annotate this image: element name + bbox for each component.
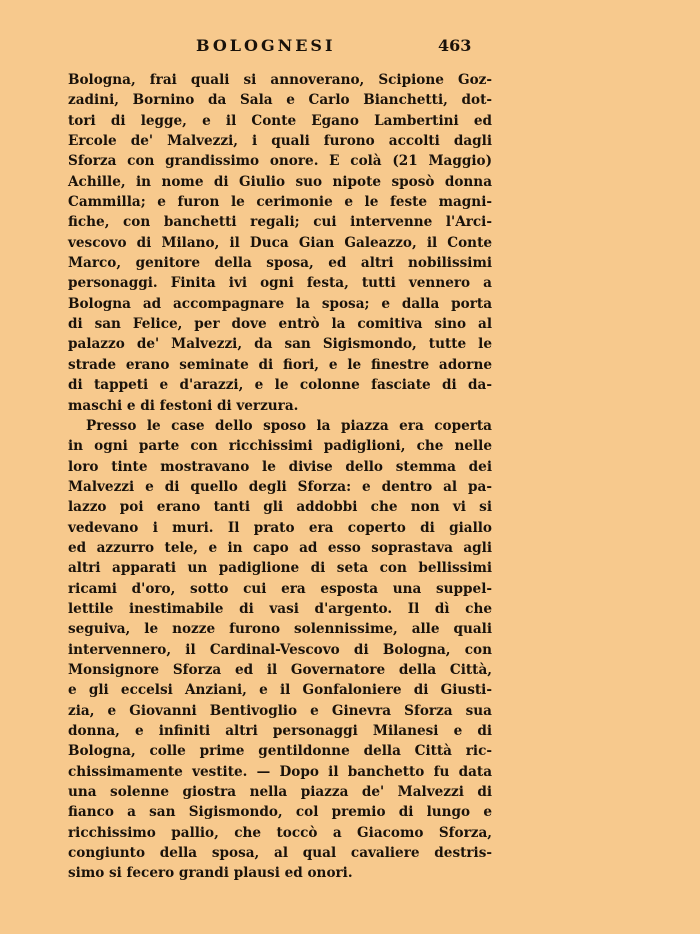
page-number: 463: [438, 36, 472, 55]
text-line: loro tinte mostravano le divise dello stemma dei: [68, 458, 492, 475]
paragraph-end-line: maschi e di festoni di verzura.: [68, 397, 299, 414]
text-line: ed azzurro tele, e in capo ad esso soprastava agli: [68, 539, 492, 556]
running-title: BOLOGNESI: [196, 36, 336, 55]
text-line: lazzo poi erano tanti gli addobbi che non vi si: [68, 499, 492, 516]
paragraph-first-line: Presso le case dello sposo la piazza era coperta: [86, 417, 492, 434]
text-line: Sforza con grandissimo onore. E colà (21 Maggio): [68, 153, 492, 170]
text-line: zadini, Bornino da Sala e Carlo Bianchetti, dot-: [68, 92, 492, 109]
text-line: Bologna, frai quali si annoverano, Scipione Goz-: [68, 72, 492, 88]
text-line: Bologna, colle prime gentildonne della Città ric-: [68, 743, 492, 760]
text-line: Bologna ad accompagnare la sposa; e dalla porta: [68, 295, 492, 312]
text-line: e gli eccelsi Anziani, e il Gonfaloniere di Giusti-: [68, 682, 492, 699]
text-line: Achille, in nome di Giulio suo nipote sposò donna: [68, 173, 492, 190]
text-line: intervennero, il Cardinal-Vescovo di Bologna, con: [68, 641, 492, 658]
body-text: [68, 70, 492, 884]
text-line: congiunto della sposa, al qual cavaliere destris-: [68, 845, 492, 862]
text-line: di san Felice, per dove entrò la comitiva sino al: [68, 316, 492, 333]
text-line: Marco, genitore della sposa, ed altri nobilissimi: [68, 255, 492, 272]
text-line: una solenne giostra nella piazza de' Malvezzi di: [68, 784, 492, 801]
text-line: fiche, con banchetti regali; cui intervenne l'Arci-: [68, 214, 492, 231]
text-line: vedevano i muri. Il prato era coperto di giallo: [68, 519, 492, 536]
text-line: vescovo di Milano, il Duca Gian Galeazzo, il Conte: [68, 234, 492, 251]
text-line: lettile inestimabile di vasi d'argento. Il dì che: [68, 600, 492, 617]
text-line: tori di legge, e il Conte Egano Lambertini ed: [68, 112, 492, 129]
text-line: Malvezzi e di quello degli Sforza: e dentro al pa-: [68, 478, 492, 495]
text-line: in ogni parte con ricchissimi padiglioni, che nelle: [68, 438, 492, 455]
text-line: chissimamente vestite. — Dopo il banchetto fu data: [68, 763, 492, 780]
text-line: ricchissimo pallio, che toccò a Giacomo Sforza,: [68, 824, 492, 841]
text-line: Monsignore Sforza ed il Governatore della Città,: [68, 661, 492, 678]
running-header: [0, 36, 700, 60]
text-line: di tappeti e d'arazzi, e le colonne fasciate di da-: [68, 377, 492, 394]
text-line: fianco a san Sigismondo, col premio di lungo e: [68, 804, 492, 821]
text-line: Cammilla; e furon le cerimonie e le feste magni-: [68, 194, 492, 211]
text-line: zia, e Giovanni Bentivoglio e Ginevra Sforza sua: [68, 702, 492, 719]
text-line: strade erano seminate di fiori, e le finestre adorne: [68, 356, 492, 373]
text-line: donna, e infiniti altri personaggi Milanesi e di: [68, 723, 492, 739]
text-line: palazzo de' Malvezzi, da san Sigismondo, tutte le: [68, 336, 492, 353]
text-line: Ercole de' Malvezzi, i quali furono accolti dagli: [68, 133, 492, 150]
paragraph-end-line: simo si fecero grandi plausi ed onori.: [68, 865, 353, 882]
text-line: altri apparati un padiglione di seta con bellissimi: [68, 560, 492, 577]
text-line: seguiva, le nozze furono solennissime, alle quali: [68, 621, 492, 638]
text-line: ricami d'oro, sotto cui era esposta una suppel-: [68, 580, 492, 597]
text-line: personaggi. Finita ivi ogni festa, tutti vennero a: [68, 275, 492, 292]
